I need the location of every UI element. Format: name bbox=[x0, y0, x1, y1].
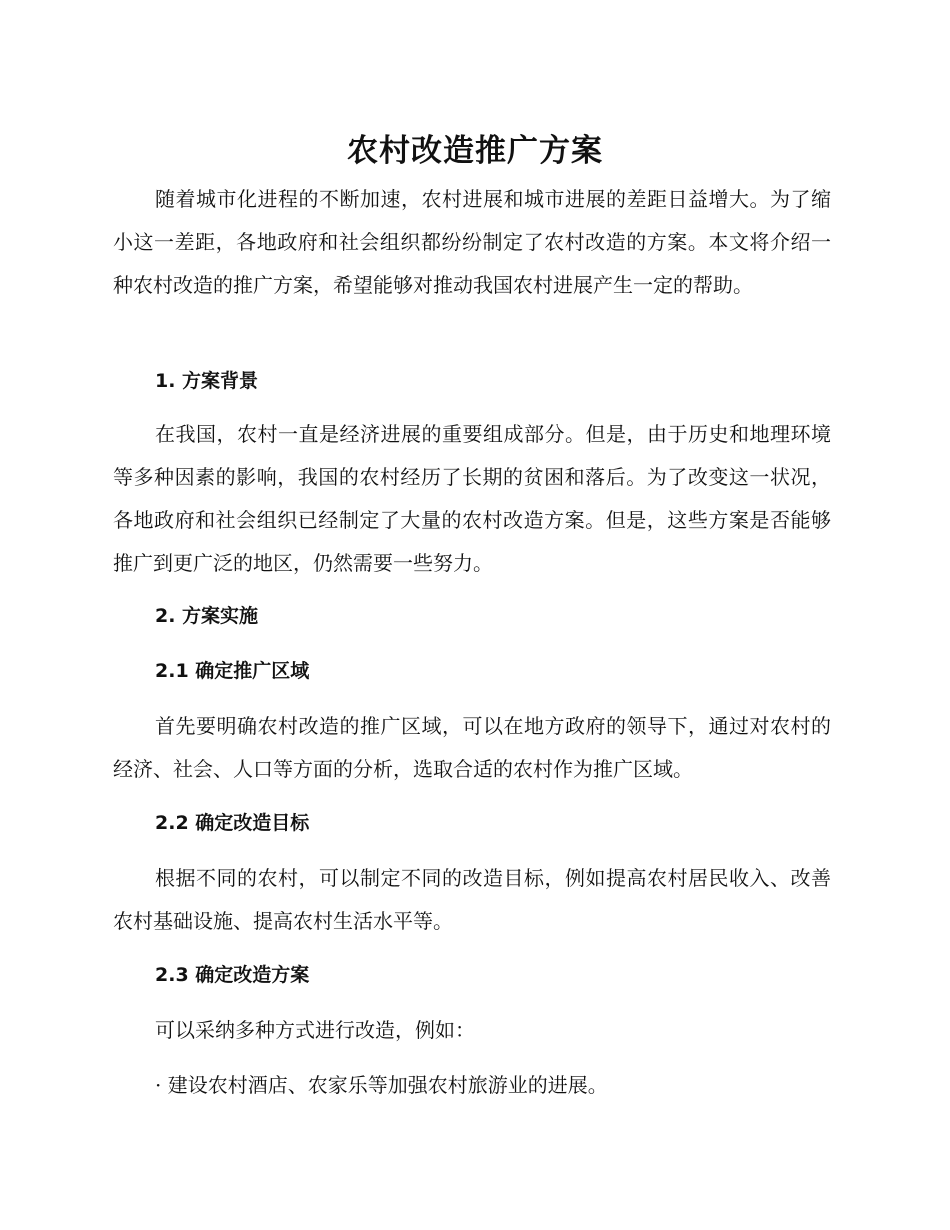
document-title: 农村改造推广方案 bbox=[347, 133, 603, 169]
list-item: · 建设农村酒店、农家乐等加强农村旅游业的进展。 bbox=[155, 1073, 608, 1097]
goals-paragraph: 根据不同的农村，可以制定不同的改造目标，例如提高农村居民收入、改善农村基础设施、提高农村生活水平等。 bbox=[113, 866, 831, 933]
section-heading-background: 1. 方案背景 bbox=[155, 370, 259, 392]
region-paragraph: 首先要明确农村改造的推广区域，可以在地方政府的领导下，通过对农村的经济、社会、人口等方面的分析，选取合适的农村作为推广区域。 bbox=[113, 714, 831, 781]
intro-paragraph: 随着城市化进程的不断加速，农村进展和城市进展的差距日益增大。为了缩小这一差距，各地政府和社会组织都纷纷制定了农村改造的方案。本文将介绍一种农村改造的推广方案，希望能够对推动我国农村进展产生一定的帮助。 bbox=[113, 187, 831, 297]
plan-paragraph: 可以采纳多种方式进行改造，例如： bbox=[155, 1018, 475, 1042]
section-heading-goals: 2.2 确定改造目标 bbox=[155, 812, 310, 834]
section-heading-plan: 2.3 确定改造方案 bbox=[155, 964, 310, 986]
section-heading-region: 2.1 确定推广区域 bbox=[155, 660, 310, 682]
section-heading-implementation: 2. 方案实施 bbox=[155, 605, 259, 627]
background-paragraph: 在我国，农村一直是经济进展的重要组成部分。但是，由于历史和地理环境等多种因素的影响，我国的农村经历了长期的贫困和落后。为了改变这一状况，各地政府和社会组织已经制定了大量的农村改造方案。但是，这些方案是否能够推广到更广泛的地区，仍然需要一些努力。 bbox=[113, 422, 831, 575]
